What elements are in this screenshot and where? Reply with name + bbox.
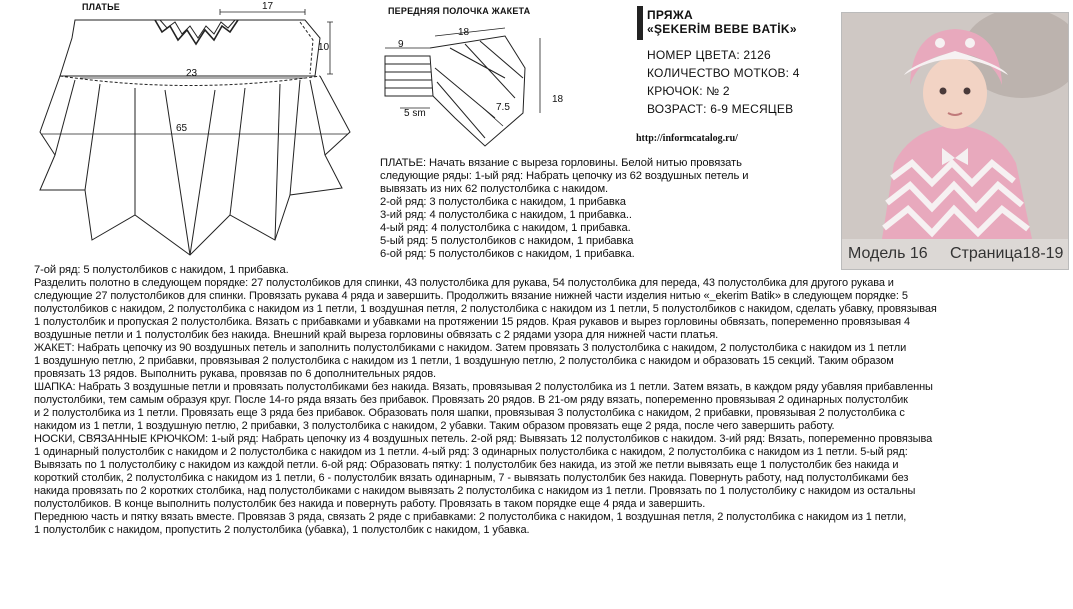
- model-number: Модель 16: [848, 245, 928, 262]
- text-line: ЖАКЕТ: Набрать цепочку из 90 воздушных петель и заполнить полустолбиками с накидом. Затем провязать 3 полустолбика с накидом, 2 полустолбика с накидом из 1 петли: [34, 342, 907, 354]
- jacket-bottom: 7.5: [496, 102, 510, 113]
- text-line: следующие ряды: 1-ый ряд: Набрать цепочку из 62 воздушных петель и: [380, 170, 749, 182]
- text-line: 1 одинарный полустолбик с накидом и 2 полустолбика с накидом из 1 петли. 4-ый ряд: 3 одинарных полустолбика с накидом, 2 полустолбика с накидом из 1 петли. 5-ый ряд:: [34, 446, 908, 458]
- yarn-skeins: КОЛИЧЕСТВО МОТКОВ: 4: [647, 66, 800, 80]
- yarn-title-line1: ПРЯЖА: [647, 8, 693, 22]
- jacket-sleeve-width: 9: [398, 39, 404, 50]
- text-line: накида провязать по 2 коротких столбика, над полустолбиками с накидом вывязать 2 полустолбика с накидом из 1 петли. Провязать по 1 полустолбику с накидом из остальны: [34, 485, 916, 497]
- jacket-cuff: 5 sm: [404, 108, 426, 119]
- text-line: провязать 13 рядов. Выполнить рукава, провязав по 6 дополнительных рядов.: [34, 368, 437, 380]
- text-line: вывязать из них 62 полустолбика с накидом.: [380, 183, 609, 195]
- text-line: 2-ой ряд: 3 полустолбика с накидом, 1 прибавка: [380, 196, 626, 208]
- model-photo: [841, 12, 1069, 270]
- dress-height: 10: [318, 42, 330, 53]
- yarn-info-box: [637, 2, 837, 114]
- text-line: НОСКИ, СВЯЗАННЫЕ КРЮЧКОМ: 1-ый ряд: Набрать цепочку из 4 воздушных петель. 2-ой ряд: Вывязать 12 полустолбиков с накидом. 3-ий ряд: Вязать, попеременно провязыва: [34, 433, 933, 445]
- text-line: Вывязать по 1 полустолбику с накидом из каждой петли. 6-ой ряд: Образовать пятку: 1 полустолбик без накида, из этой же петли вывязать еще 1 полустолбик без накида и: [34, 459, 899, 471]
- text-line: полустолбиков с накидом, 2 полустолбика с накидом из 1 петли, 1 воздушная петля, 2 полустолбика с накидом из 1 петли, 5 полустолбиков с накидом, сделать убавку, провязывая: [34, 303, 937, 315]
- yarn-age: ВОЗРАСТ: 6-9 МЕСЯЦЕВ: [647, 102, 794, 116]
- text-line: Переднюю часть и пятку вязать вместе. Провязав 3 ряда, связать 2 ряде с прибавками: 2 полустолбика с накидом, 1 воздушная петля, 2 полустолбика с накидом из 1 петли,: [34, 511, 907, 523]
- yarn-hook: КРЮЧОК: № 2: [647, 84, 730, 98]
- site-url: http://informcatalog.ru/: [636, 133, 738, 144]
- dress-hem: 65: [176, 123, 188, 134]
- jacket-side: 18: [552, 94, 564, 105]
- jacket-diagram: [375, 18, 575, 158]
- yarn-color: НОМЕР ЦВЕТА: 2126: [647, 48, 771, 62]
- photo-caption: [842, 239, 1068, 269]
- dress-top-width: 17: [262, 1, 274, 12]
- page-number: Страница18-19: [950, 245, 1064, 262]
- dress-diagram-label: ПЛАТЬЕ: [82, 2, 121, 12]
- text-line: 3-ий ряд: 4 полустолбика с накидом, 1 прибавка..: [380, 209, 632, 221]
- baby-illustration: [842, 13, 1068, 239]
- jacket-diagram-label: ПЕРЕДНЯЯ ПОЛОЧКА ЖАКЕТА: [388, 6, 531, 16]
- jacket-front-width: 18: [458, 27, 470, 38]
- text-line: 4-ый ряд: 4 полустолбика с накидом, 1 прибавка.: [380, 222, 631, 234]
- text-line: 6-ой ряд: 5 полустолбиков с накидом, 1 прибавка.: [380, 248, 635, 260]
- text-line: полустолбиков. В конце выполнить полустолбик без накида и повернуть работу. Провязать в таком порядке еще 4 ряда и завершить.: [34, 498, 706, 510]
- text-line: 5-ый ряд: 5 полустолбиков с накидом, 1 прибавка: [380, 235, 634, 247]
- yarn-title-line2: «ŞEKERİM BEBE BATİK»: [647, 22, 797, 36]
- dress-waist: 23: [186, 68, 198, 79]
- dress-diagram: [30, 0, 375, 270]
- text-line: ШАПКА: Набрать 3 воздушные петли и провязать полустолбиками без накида. Вязать, провязывая 2 полустолбика из 1 петли. Затем вязать, в каждом ряду убавляя прибавленны: [34, 381, 933, 393]
- yarn-accent-bar: [637, 6, 643, 40]
- text-line: и 2 полустолбика из 1 петли. Провязать еще 3 ряда без прибавок. Образовать поля шапки, провязывая 3 полустолбика с накидом, 2 прибавки, провязывая 2 полустолбика с: [34, 407, 905, 419]
- text-line: короткий столбик, 2 полустолбика с накидом из 1 петли, 6 - полустолбик вязать одинарным, 7 - вывязать полустолбик без накида. Повернуть работу, над полустолбиками без: [34, 472, 909, 484]
- text-line: 1 воздушную петлю, 2 прибавки, провязывая 2 полустолбика с накидом из 1 петли, 1 воздушную петлю, 2 полустолбика с накидом и образовать 15 секций. Таким образом: [34, 355, 894, 367]
- text-line: воздушные петли и 1 полустолбик без накида. Внешний край выреза горловины обвязать с 2 рядами узора для нижней части платья.: [34, 329, 719, 341]
- text-line: накидом из 1 петли, 1 воздушную петлю, 2 прибавки, 3 полустолбика с накидом, 2 убавки. Таким образом провязать еще 2 ряда, после чего завершить работу.: [34, 420, 835, 432]
- text-line: 1 полустолбик и пропуская 2 полустолбика. Вязать с прибавками и убавками на протяжении 15 рядов. Края рукавов и вырез горловины обвязать, попеременно провязывая 4: [34, 316, 910, 328]
- text-line: следующие 27 полустолбиков для спинки. Провязать рукава 4 ряда и завершить. Продолжить вязание нижней части изделия нитью «_ekerim Batik» в следующем порядке: 5: [34, 290, 908, 302]
- text-line: ПЛАТЬЕ: Начать вязание с выреза горловины. Белой нитью провязать: [380, 157, 742, 169]
- text-line: полустолбики, тем самым образуя круг. После 14-го ряда вязать без прибавок. Провязать 20 рядов. В 21-ом ряду вязать, попеременно провязывая 2 одинарных полустолбик: [34, 394, 908, 406]
- text-line: 7-ой ряд: 5 полустолбиков с накидом, 1 прибавка.: [34, 264, 289, 276]
- text-line: Разделить полотно в следующем порядке: 27 полустолбиков для спинки, 43 полустолбика для рукава, 54 полустолбика для переда, 43 полустолбика для другого рукава и: [34, 277, 894, 289]
- yarn-title: [647, 8, 797, 36]
- text-line: 1 полустолбик с накидом, пропустить 2 полустолбика (убавка), 1 полустолбик с накидом, 1 убавка.: [34, 524, 530, 536]
